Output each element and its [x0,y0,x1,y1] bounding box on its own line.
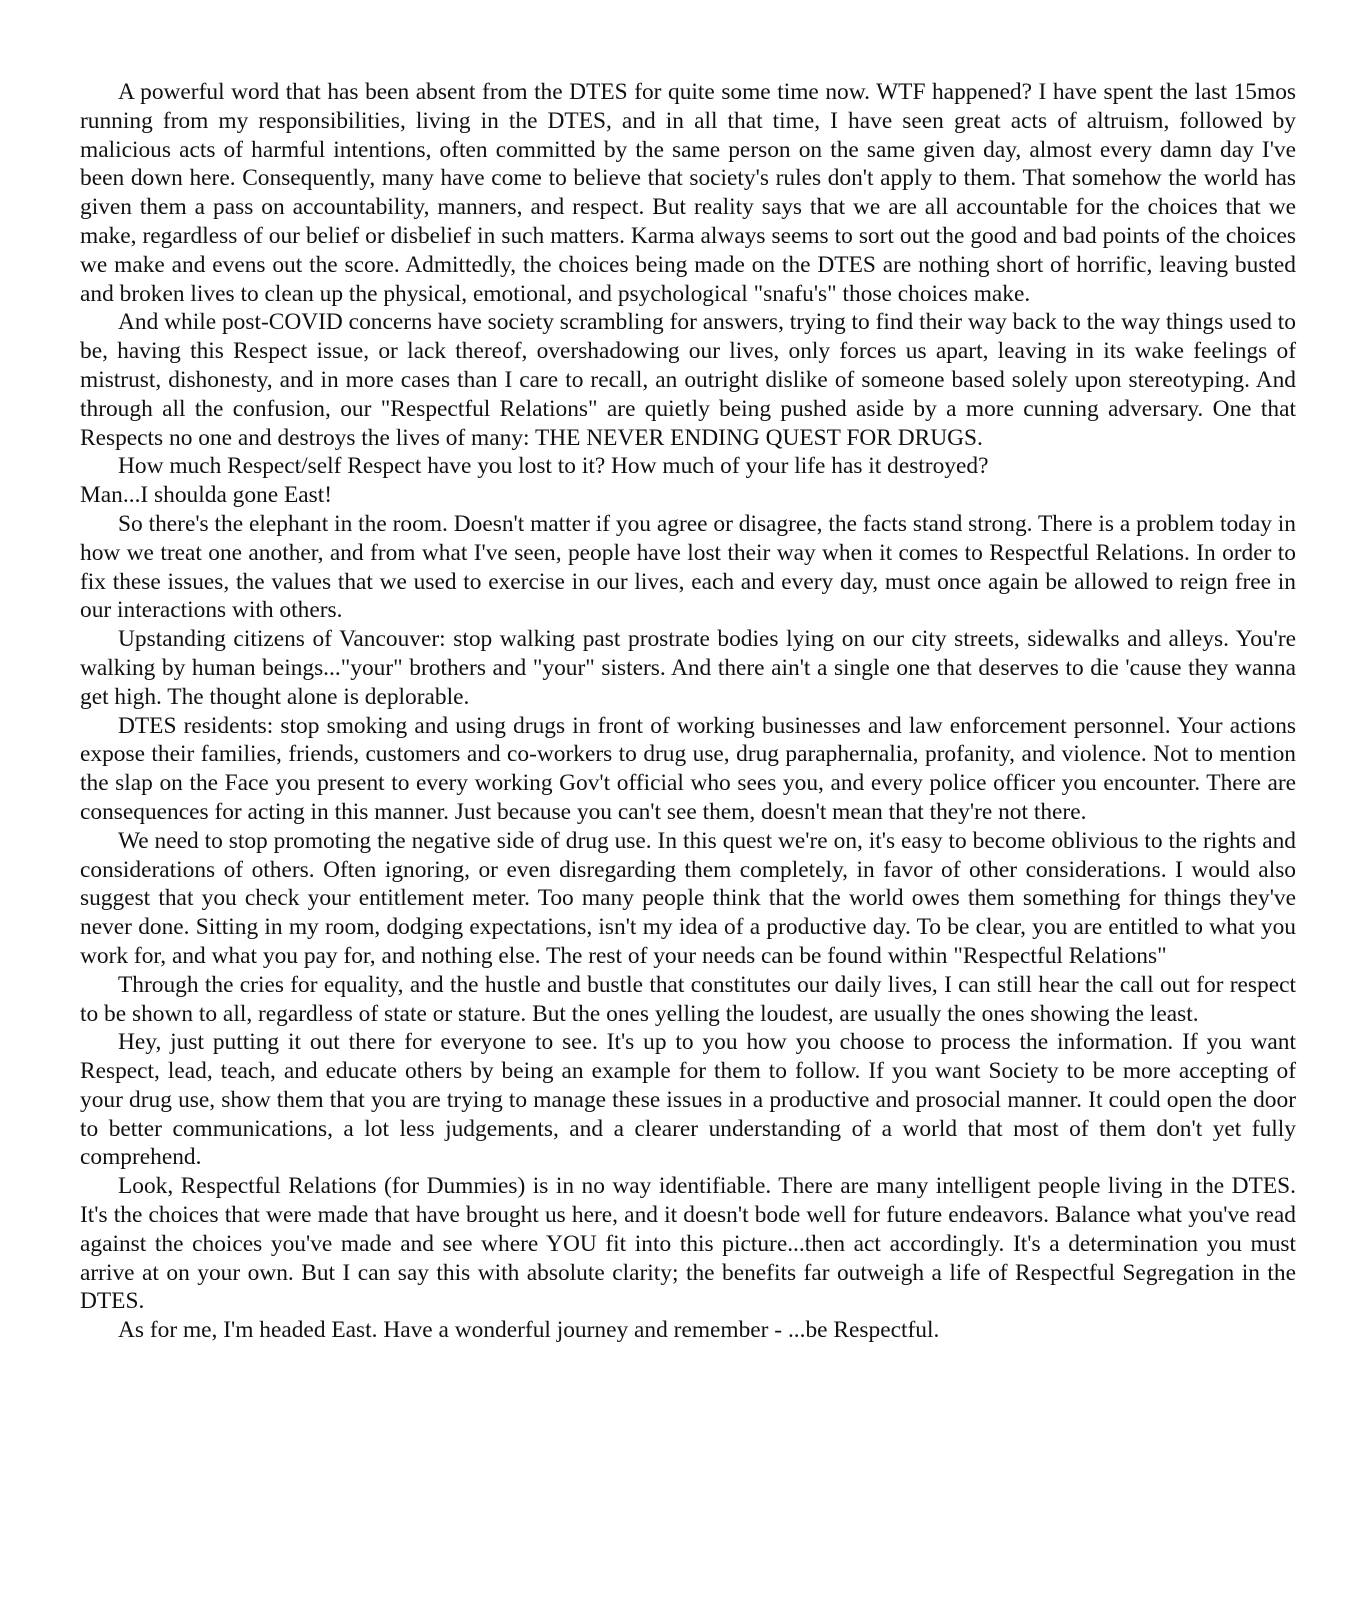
paragraph-intro: A powerful word that has been absent from the DTES for quite some time now. WTF happened? I have spent the last 15mos running from my responsibilities, living in the DTES, and in all that time, I have seen great acts of altruism, followed by malicious acts of harmful intentions, often committed by the same person on the same given day, almost every damn day I've been down here. Consequently, many have come to believe that society's rules don't apply to them. That somehow the world has given them a pass on accountability, manners, and respect. But reality says that we are all accountable for the choices that we make, regardless of our belief or disbelief in such matters. Karma always seems to sort out the good and bad points of the choices we make and evens out the score. Admittedly, the choices being made on the DTES are nothing short of horrific, leaving busted and broken lives to clean up the physical, emotional, and psychological "snafu's" those choices make. [80,79,1296,307]
paragraph-equality: Through the cries for equality, and the hustle and bustle that constitutes our daily lives, I can still hear the call out for respect to be shown to all, regardless of state or stature. But the ones yelling the loudest, are usually the ones showing the least. [80,971,1296,1027]
paragraph-post-covid: And while post-COVID concerns have society scrambling for answers, trying to find their way back to the way things used to be, having this Respect issue, or lack thereof, overshadowing our lives, only forces us apart, leaving in its wake feelings of mistrust, dishonesty, and in more cases than I care to recall, an outright dislike of someone based solely upon stereotyping. And through all the confusion, our "Respectful Relations" are quietly being pushed aside by a more cunning adversary. One that Respects no one and destroys the lives of many: THE NEVER ENDING QUEST FOR DRUGS. [80,309,1296,451]
paragraph-residents: DTES residents: stop smoking and using drugs in front of working businesses and law enforcement personnel. Your actions expose their families, friends, customers and co-workers to drug use, drug paraphernalia, profanity, and violence. Not to mention the slap on the Face you present to every working Gov't official who sees you, and every police officer you encounter. There are consequences for acting in this manner. Just because you can't see them, doesn't mean that they're not there. [80,712,1296,825]
paragraph-negative-side: We need to stop promoting the negative side of drug use. In this quest we're on, it's easy to become oblivious to the rights and considerations of others. Often ignoring, or even disregarding them completely, in favor of other considerations. I would also suggest that you check your entitlement meter. Too many people think that the world owes them something for things they've never done. Sitting in my room, dodging expectations, isn't my idea of a productive day. To be clear, you are entitled to what you work for, and what you pay for, and nothing else. The rest of your needs can be found within "Respectful Relations" [80,827,1296,969]
paragraph-closing: As for me, I'm headed East. Have a wonderful journey and remember - ...be Respectful. [118,1317,940,1344]
paragraph-look: Look, Respectful Relations (for Dummies) is in no way identifiable. There are many intelligent people living in the DTES. It's the choices that were made that have brought us here, and it doesn't bode well for future endeavors. Balance what you've read against the choices you've made and see where YOU fit into this picture...then act accordingly. It's a determination you must arrive at on your own. But I can say this with absolute clarity; the benefits far outweigh a life of Respectful Segregation in the DTES. [80,1173,1296,1315]
paragraph-putting-out: Hey, just putting it out there for everyone to see. It's up to you how you choose to process the information. If you want Respect, lead, teach, and educate others by being an example for them to follow. If you want Society to be more accepting of your drug use, show them that you are trying to manage these issues in a productive and prosocial manner. It could open the door to better communications, a lot less judgements, and a clearer understanding of a world that most of them don't yet fully comprehend. [80,1029,1296,1171]
paragraph-question: How much Respect/self Respect have you lost to it? How much of your life has it destroyed? [118,453,989,480]
document-body [80,78,1296,1345]
paragraph-citizens: Upstanding citizens of Vancouver: stop walking past prostrate bodies lying on our city streets, sidewalks and alleys. You're walking by human beings..."your" brothers and "your" sisters. And there ain't a single one that deserves to die 'cause they wanna get high. The thought alone is deplorable. [80,626,1296,710]
paragraph-exclamation: Man...I shoulda gone East! [80,482,333,509]
paragraph-elephant: So there's the elephant in the room. Doesn't matter if you agree or disagree, the facts stand strong. There is a problem today in how we treat one another, and from what I've seen, people have lost their way when it comes to Respectful Relations. In order to fix these issues, the values that we used to exercise in our lives, each and every day, must once again be allowed to reign free in our interactions with others. [80,510,1296,624]
